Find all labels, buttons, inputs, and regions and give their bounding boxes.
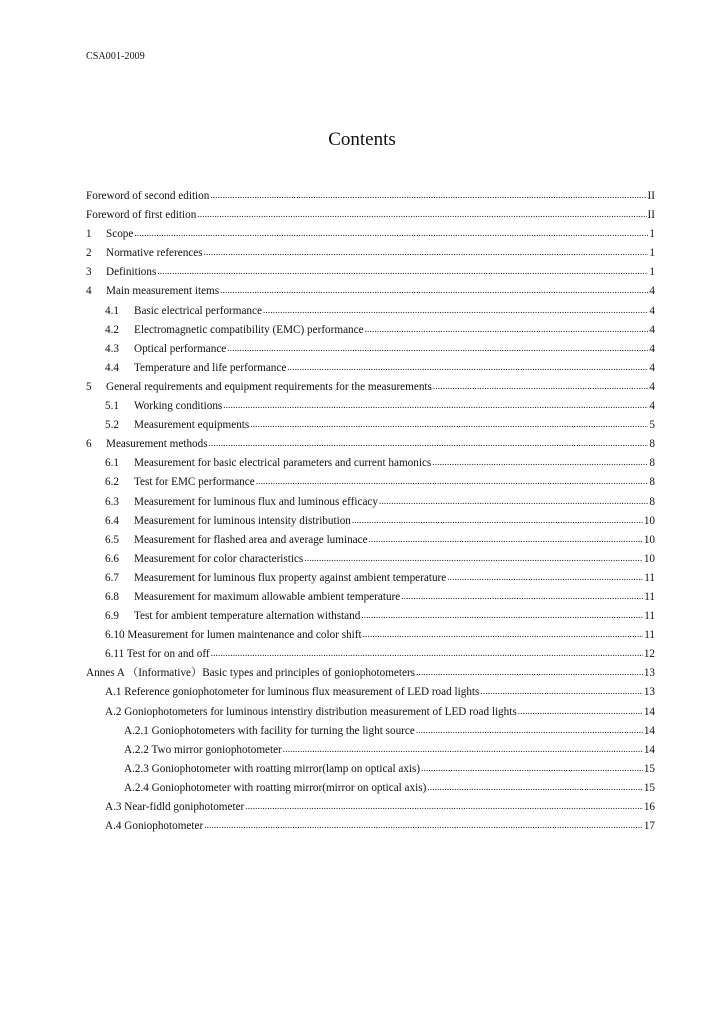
toc-page-number: II	[647, 190, 655, 202]
toc-entry[interactable]	[86, 664, 655, 683]
toc-dot-leader	[416, 663, 643, 682]
toc-entry-title: Test for ambient temperature alternation withstand	[134, 610, 361, 623]
toc-page-number: 10	[643, 552, 655, 565]
toc-dot-leader	[210, 186, 646, 205]
toc-page-number: 11	[644, 629, 655, 642]
toc-page-number: 17	[643, 820, 655, 833]
toc-page-number: 14	[643, 743, 655, 756]
toc-page-number: 15	[643, 762, 655, 775]
toc-page-number: 1	[649, 266, 655, 279]
toc-dot-leader	[211, 644, 643, 663]
page-title: Contents	[328, 129, 396, 150]
toc-entry[interactable]	[86, 263, 655, 282]
toc-entry[interactable]	[86, 531, 655, 550]
toc-entry[interactable]	[86, 569, 655, 588]
toc-entry-title: Measurement for basic electrical parameters and current hamonics	[134, 457, 432, 470]
toc-page-number: 11	[644, 571, 655, 584]
toc-dot-leader	[204, 816, 643, 835]
toc-page-number: 8	[649, 457, 655, 470]
toc-page-number: 4	[649, 304, 655, 317]
toc-entry[interactable]	[86, 416, 655, 435]
toc-dot-leader	[365, 320, 649, 339]
toc-entry-number: 6.1	[105, 457, 119, 470]
toc-page-number: 13	[643, 686, 655, 699]
toc-entry-number: 5.2	[105, 419, 119, 432]
toc-dot-leader	[263, 301, 648, 320]
toc-page-number: 14	[643, 724, 655, 737]
toc-dot-leader	[421, 759, 643, 778]
toc-dot-leader	[379, 492, 648, 511]
toc-entry[interactable]	[86, 187, 655, 206]
toc-dot-leader	[352, 511, 643, 530]
toc-entry[interactable]	[86, 512, 655, 531]
toc-dot-leader	[209, 434, 649, 453]
toc-entry-title: Basic electrical performance	[134, 304, 262, 317]
toc-entry-title: 6.11 Test for on and off	[105, 648, 210, 661]
toc-page-number: 11	[644, 610, 655, 623]
toc-entry-title: A.2.2 Two mirror goniophotometer	[124, 743, 282, 756]
toc-page-number: 14	[643, 705, 655, 718]
toc-page-number: 4	[649, 342, 655, 355]
toc-dot-leader	[433, 377, 649, 396]
toc-page-number: 13	[643, 667, 655, 680]
toc-entry[interactable]	[86, 703, 655, 722]
toc-entry-title: Scope	[106, 228, 134, 241]
toc-entry-number: 4	[86, 285, 92, 298]
toc-entry-number: 4.4	[105, 361, 119, 374]
toc-dot-leader	[304, 549, 643, 568]
document-code: CSA001-2009	[86, 51, 145, 62]
toc-entry-title: A.2.1 Goniophotometers with facility for turning the light source	[124, 724, 415, 737]
toc-entry-number: 4.3	[105, 342, 119, 355]
toc-entry[interactable]	[86, 607, 655, 626]
toc-page-number: 4	[649, 380, 655, 393]
toc-entry-title: Foreword of first edition	[86, 209, 197, 222]
toc-entry-title: A.3 Near-fidld goniphotometer	[105, 801, 245, 813]
toc-page-number: 4	[649, 323, 655, 336]
toc-entry-number: 6.2	[105, 476, 119, 489]
toc-entry-title: 6.10 Measurement for lumen maintenance and color shift	[105, 629, 362, 642]
toc-entry[interactable]	[86, 722, 655, 741]
toc-dot-leader	[220, 281, 648, 300]
toc-page-number: 16	[643, 801, 655, 813]
toc-entry[interactable]	[86, 225, 655, 244]
toc-entry[interactable]	[86, 359, 655, 378]
toc-entry[interactable]	[86, 397, 655, 416]
toc-entry-title: A.2 Goniophotometers for luminous intenstiry distribution measurement of LED road lights	[105, 705, 517, 718]
toc-entry[interactable]	[86, 760, 655, 779]
toc-entry-title: Temperature and life performance	[134, 361, 287, 374]
toc-dot-leader	[361, 606, 643, 625]
toc-dot-leader	[447, 568, 643, 587]
toc-entry-number: 1	[86, 228, 92, 241]
toc-entry-title: A.4 Goniophotometer	[105, 820, 204, 833]
toc-entry[interactable]	[86, 435, 655, 454]
toc-entry-title: Normative references	[106, 247, 203, 260]
toc-page-number: 10	[643, 533, 655, 546]
toc-entry-number: 6.8	[105, 590, 119, 603]
toc-entry-number: 6.9	[105, 610, 119, 623]
toc-dot-leader	[157, 262, 648, 281]
toc-entry-number: 6.6	[105, 552, 119, 565]
toc-entry-title: Measurement for color characteristics	[134, 552, 304, 565]
toc-entry-title: Optical performance	[134, 342, 227, 355]
toc-dot-leader	[250, 415, 648, 434]
toc-entry-title: Annes A （Informative）Basic types and principles of goniophotometers	[86, 667, 416, 680]
toc-entry-number: 6.4	[105, 514, 119, 527]
toc-entry-number: 5	[86, 380, 92, 393]
toc-entry-title: Measurement for maximum allowable ambient temperature	[134, 590, 401, 603]
toc-dot-leader	[363, 625, 644, 644]
toc-page-number: 8	[649, 495, 655, 508]
toc-page-number: 1	[649, 228, 655, 241]
toc-page-number: 10	[643, 514, 655, 527]
toc-entry-number: 6.5	[105, 533, 119, 546]
toc-entry[interactable]	[86, 779, 655, 798]
toc-entry[interactable]	[86, 454, 655, 473]
toc-entry-title: Measurement methods	[106, 438, 208, 451]
toc-entry-number: 6	[86, 438, 92, 451]
toc-entry-title: A.2.4 Goniophotometer with roatting mirror(mirror on optical axis)	[124, 781, 427, 794]
toc-entry-number: 6.3	[105, 495, 119, 508]
toc-dot-leader	[134, 224, 648, 243]
toc-entry-title: Measurement equipments	[134, 419, 250, 432]
toc-page-number: 11	[644, 590, 655, 603]
toc-entry[interactable]	[86, 302, 655, 321]
toc-page-number: 12	[643, 648, 655, 661]
toc-page-number: 5	[649, 419, 655, 432]
toc-entry[interactable]	[86, 550, 655, 569]
toc-page-number: 15	[643, 781, 655, 794]
toc-page-number: 8	[649, 438, 655, 451]
toc-entry-title: Working conditions	[134, 400, 223, 413]
toc-dot-leader	[480, 682, 642, 701]
toc-dot-leader	[197, 205, 646, 224]
toc-dot-leader	[287, 358, 648, 377]
toc-entry[interactable]	[86, 321, 655, 340]
toc-page-number: 4	[649, 400, 655, 413]
toc-entry-number: 4.1	[105, 304, 119, 317]
toc-page-number: 4	[649, 285, 655, 298]
toc-entry[interactable]	[86, 378, 655, 397]
toc-entry[interactable]	[86, 683, 655, 702]
toc-page-number: 4	[649, 361, 655, 374]
toc-dot-leader	[518, 702, 643, 721]
toc-dot-leader	[223, 396, 648, 415]
toc-dot-leader	[401, 587, 643, 606]
toc-entry-number: 4.2	[105, 323, 119, 336]
toc-dot-leader	[227, 339, 648, 358]
toc-entry[interactable]	[86, 473, 655, 492]
toc-entry-title: Measurement for flashed area and average luminace	[134, 533, 368, 546]
table-of-contents	[86, 187, 655, 836]
toc-entry[interactable]	[86, 340, 655, 359]
toc-entry-title: General requirements and equipment requirements for the measurements	[106, 380, 432, 393]
toc-dot-leader	[369, 530, 643, 549]
toc-entry-title: Measurement for luminous intensity distribution	[134, 514, 351, 527]
toc-entry[interactable]	[86, 798, 655, 817]
toc-entry[interactable]	[86, 741, 655, 760]
toc-entry-title: Electromagnetic compatibility (EMC) performance	[134, 323, 364, 336]
toc-dot-leader	[256, 472, 649, 491]
toc-entry[interactable]	[86, 817, 655, 836]
toc-entry[interactable]	[86, 626, 655, 645]
toc-entry[interactable]	[86, 645, 655, 664]
toc-entry-number: 5.1	[105, 400, 119, 413]
toc-entry-title: Test for EMC performance	[134, 476, 255, 489]
toc-entry-title: Measurement for luminous flux and luminous efficacy	[134, 495, 378, 508]
toc-entry-title: Foreword of second edition	[86, 190, 210, 202]
toc-entry[interactable]	[86, 244, 655, 263]
toc-entry-number: 2	[86, 247, 92, 260]
toc-dot-leader	[432, 453, 648, 472]
toc-dot-leader	[416, 721, 643, 740]
toc-dot-leader	[427, 778, 643, 797]
toc-entry-title: Main measurement items	[106, 285, 220, 298]
toc-page-number: 1	[649, 247, 655, 260]
toc-dot-leader	[245, 797, 643, 816]
toc-entry-title: A.2.3 Goniophotometer with roatting mirror(lamp on optical axis)	[124, 762, 421, 775]
toc-entry[interactable]	[86, 588, 655, 607]
toc-dot-leader	[283, 740, 643, 759]
toc-entry[interactable]	[86, 206, 655, 225]
toc-dot-leader	[204, 243, 649, 262]
toc-entry[interactable]	[86, 493, 655, 512]
toc-entry-title: Measurement for luminous flux property against ambient temperature	[134, 571, 447, 584]
toc-entry-title: A.1 Reference goniophotometer for luminous flux measurement of LED road lights	[105, 686, 480, 699]
toc-entry-number: 6.7	[105, 571, 119, 584]
toc-entry-number: 3	[86, 266, 92, 279]
toc-page-number: II	[647, 209, 655, 222]
toc-entry-title: Definitions	[106, 266, 157, 279]
toc-entry[interactable]	[86, 282, 655, 301]
toc-page-number: 8	[649, 476, 655, 489]
